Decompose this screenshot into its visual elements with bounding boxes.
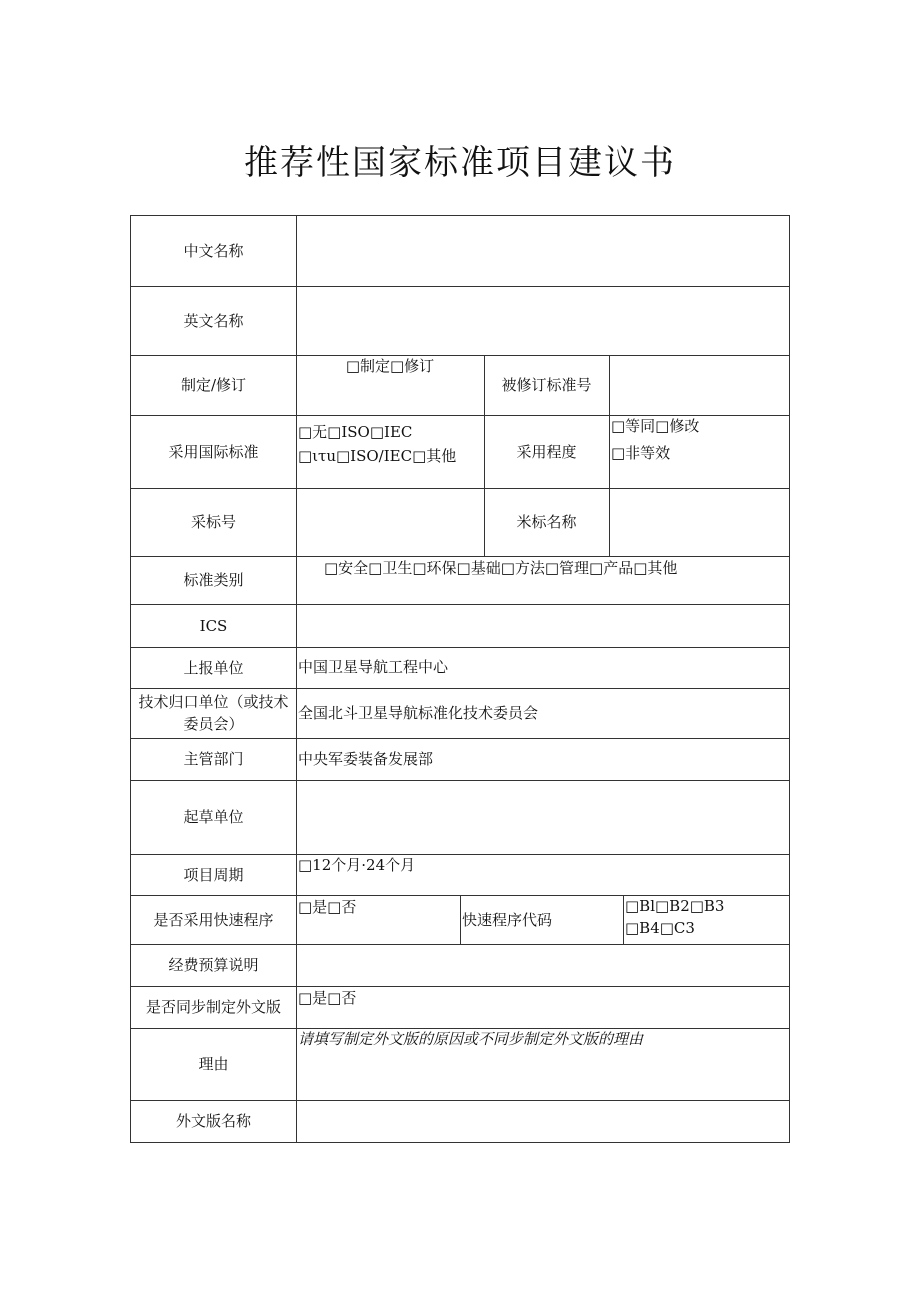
foreign-name-field[interactable] [301, 1100, 781, 1142]
cn-name-field[interactable] [301, 216, 781, 286]
period-options[interactable]: □12个月·24个月 [298, 856, 416, 874]
label-tech-unit-line2: 委员会） [183, 715, 244, 733]
label-adoption-degree: 采用程度 [516, 442, 577, 461]
label-submitter: 上报单位 [183, 658, 244, 677]
label-foreign-sync: 是否同步制定外文版 [145, 998, 281, 1016]
make-revise-options[interactable]: □制定□修订 [345, 357, 435, 375]
label-fast-track: 是否采用快速程序 [153, 910, 274, 929]
label-intl-std: 采用国际标准 [168, 442, 259, 461]
foreign-sync-options[interactable]: □是□否 [298, 989, 357, 1007]
label-std-no: 采标号 [190, 513, 236, 531]
authority-value: 中央军委装备发展部 [298, 750, 434, 768]
category-options[interactable]: □安全□卫生□环保□基础□方法□管理□产品□其他 [324, 559, 678, 577]
column-divider [623, 895, 624, 944]
label-make-revise: 制定/修订 [180, 376, 247, 394]
submitter-value: 中国卫星导航工程中心 [298, 658, 449, 676]
label-cn-name: 中文名称 [183, 242, 244, 260]
label-period: 项目周期 [183, 865, 244, 884]
label-ics: ICS [199, 616, 228, 635]
label-tech-unit [131, 688, 296, 738]
revised-std-no-field[interactable] [613, 355, 783, 415]
intl-std-options-2[interactable]: □ιτu□ISO/IEC□其他 [298, 447, 457, 465]
budget-field[interactable] [301, 944, 781, 986]
label-category: 标准类别 [183, 571, 244, 589]
en-name-field[interactable] [301, 286, 781, 355]
adoption-degree-options-1[interactable]: □等同□修改 [611, 417, 700, 435]
drafter-field[interactable] [301, 780, 781, 854]
intl-std-options-1[interactable]: □无□ISO□IEC [298, 423, 413, 441]
std-name-field[interactable] [613, 488, 783, 556]
label-drafter: 起草单位 [183, 808, 244, 826]
fast-track-codes-1[interactable]: □Bl□B2□B3 [625, 897, 725, 915]
std-no-field[interactable] [301, 488, 481, 556]
column-divider [609, 355, 610, 556]
label-budget: 经费预算说明 [168, 956, 259, 974]
document-title: 推荐性国家标准项目建议书 [244, 143, 676, 183]
ics-field[interactable] [301, 604, 781, 647]
tech-unit-value: 全国北斗卫星导航标准化技术委员会 [298, 704, 539, 722]
label-authority: 主管部门 [183, 750, 244, 768]
label-revised-std-no: 被修订标准号 [501, 376, 592, 394]
proposal-form-table [130, 215, 790, 1143]
fast-track-options[interactable]: □是□否 [298, 898, 357, 916]
label-en-name: 英文名称 [183, 311, 244, 330]
reason-hint[interactable]: 请填写制定外文版的原因或不同步制定外文版的理由 [298, 1030, 644, 1048]
label-foreign-name: 外文版名称 [175, 1112, 251, 1130]
label-std-name: 米标名称 [516, 513, 577, 531]
label-fast-track-code: 快速程序代码 [462, 910, 553, 929]
fast-track-codes-2[interactable]: □B4□C3 [625, 919, 695, 937]
label-tech-unit-line1: 技术归口单位（或技术 [138, 693, 289, 711]
adoption-degree-options-2[interactable]: □非等效 [611, 444, 671, 462]
label-reason: 理由 [198, 1055, 229, 1073]
